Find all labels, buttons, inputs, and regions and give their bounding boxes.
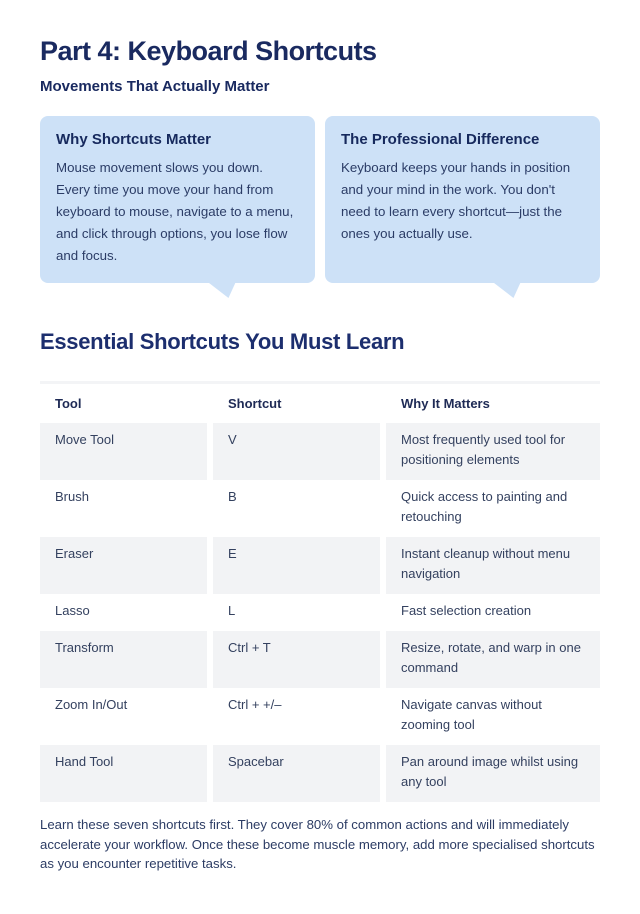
table-header-row	[40, 384, 600, 423]
column-header-why-it-matters: Why It Matters	[386, 384, 600, 423]
column-header-tool: Tool	[40, 384, 207, 423]
callout-heading: Why Shortcuts Matter	[56, 131, 212, 148]
tool-cell: Hand Tool	[40, 745, 207, 802]
shortcut-cell: E	[213, 537, 380, 594]
why-it-matters-cell: Quick access to painting and retouching	[401, 489, 568, 524]
speech-bubble-tail	[208, 282, 236, 298]
table-row	[40, 631, 600, 688]
closing-paragraph: Learn these seven shortcuts first. They cover 80% of common actions and will immediately accelerate your workflow. Once these become muscle memory, add more specialised shortcuts as you encounter repetitive tasks.	[40, 817, 595, 871]
speech-bubble-tail	[493, 282, 521, 298]
callout-body: Keyboard keeps your hands in position and your mind in the work. You don't need to learn every shortcut—just the ones you actually use.	[341, 160, 571, 241]
table-row	[40, 594, 600, 631]
page-title: Part 4: Keyboard Shortcuts	[40, 36, 377, 66]
section-heading: Essential Shortcuts You Must Learn	[40, 329, 405, 354]
why-it-matters-cell: Fast selection creation	[401, 603, 532, 618]
table-row	[40, 688, 600, 745]
shortcut-cell: V	[213, 423, 380, 480]
shortcut-cell: L	[228, 603, 236, 618]
page-subtitle: Movements That Actually Matter	[40, 78, 270, 95]
tool-cell: Brush	[55, 489, 89, 504]
table-row	[40, 745, 600, 802]
callout-why-shortcuts-matter	[40, 116, 315, 283]
why-it-matters-cell: Resize, rotate, and warp in one command	[386, 631, 600, 688]
shortcut-cell: Ctrl + +/–	[228, 697, 282, 712]
tool-cell: Zoom In/Out	[55, 697, 128, 712]
table-row	[40, 480, 600, 537]
shortcut-cell: Spacebar	[213, 745, 380, 802]
why-it-matters-cell: Instant cleanup without menu navigation	[386, 537, 600, 594]
tool-cell: Lasso	[55, 603, 90, 618]
callout-row	[40, 116, 600, 283]
table-body	[40, 423, 600, 802]
table-row	[40, 537, 600, 594]
why-it-matters-cell: Pan around image whilst using any tool	[386, 745, 600, 802]
tool-cell: Move Tool	[40, 423, 207, 480]
callout-body: Mouse movement slows you down. Every time you move your hand from keyboard to mouse, navigate to a menu, and click through options, you lose flow and focus.	[56, 160, 294, 263]
table-row	[40, 423, 600, 480]
why-it-matters-cell: Most frequently used tool for positioning elements	[386, 423, 600, 480]
callout-professional-difference	[325, 116, 600, 283]
shortcuts-table	[40, 381, 600, 802]
tool-cell: Transform	[40, 631, 207, 688]
why-it-matters-cell: Navigate canvas without zooming tool	[401, 697, 542, 732]
callout-heading: The Professional Difference	[341, 131, 540, 148]
shortcut-cell: B	[228, 489, 237, 504]
tool-cell: Eraser	[40, 537, 207, 594]
column-header-shortcut: Shortcut	[213, 384, 380, 423]
shortcut-cell: Ctrl + T	[213, 631, 380, 688]
